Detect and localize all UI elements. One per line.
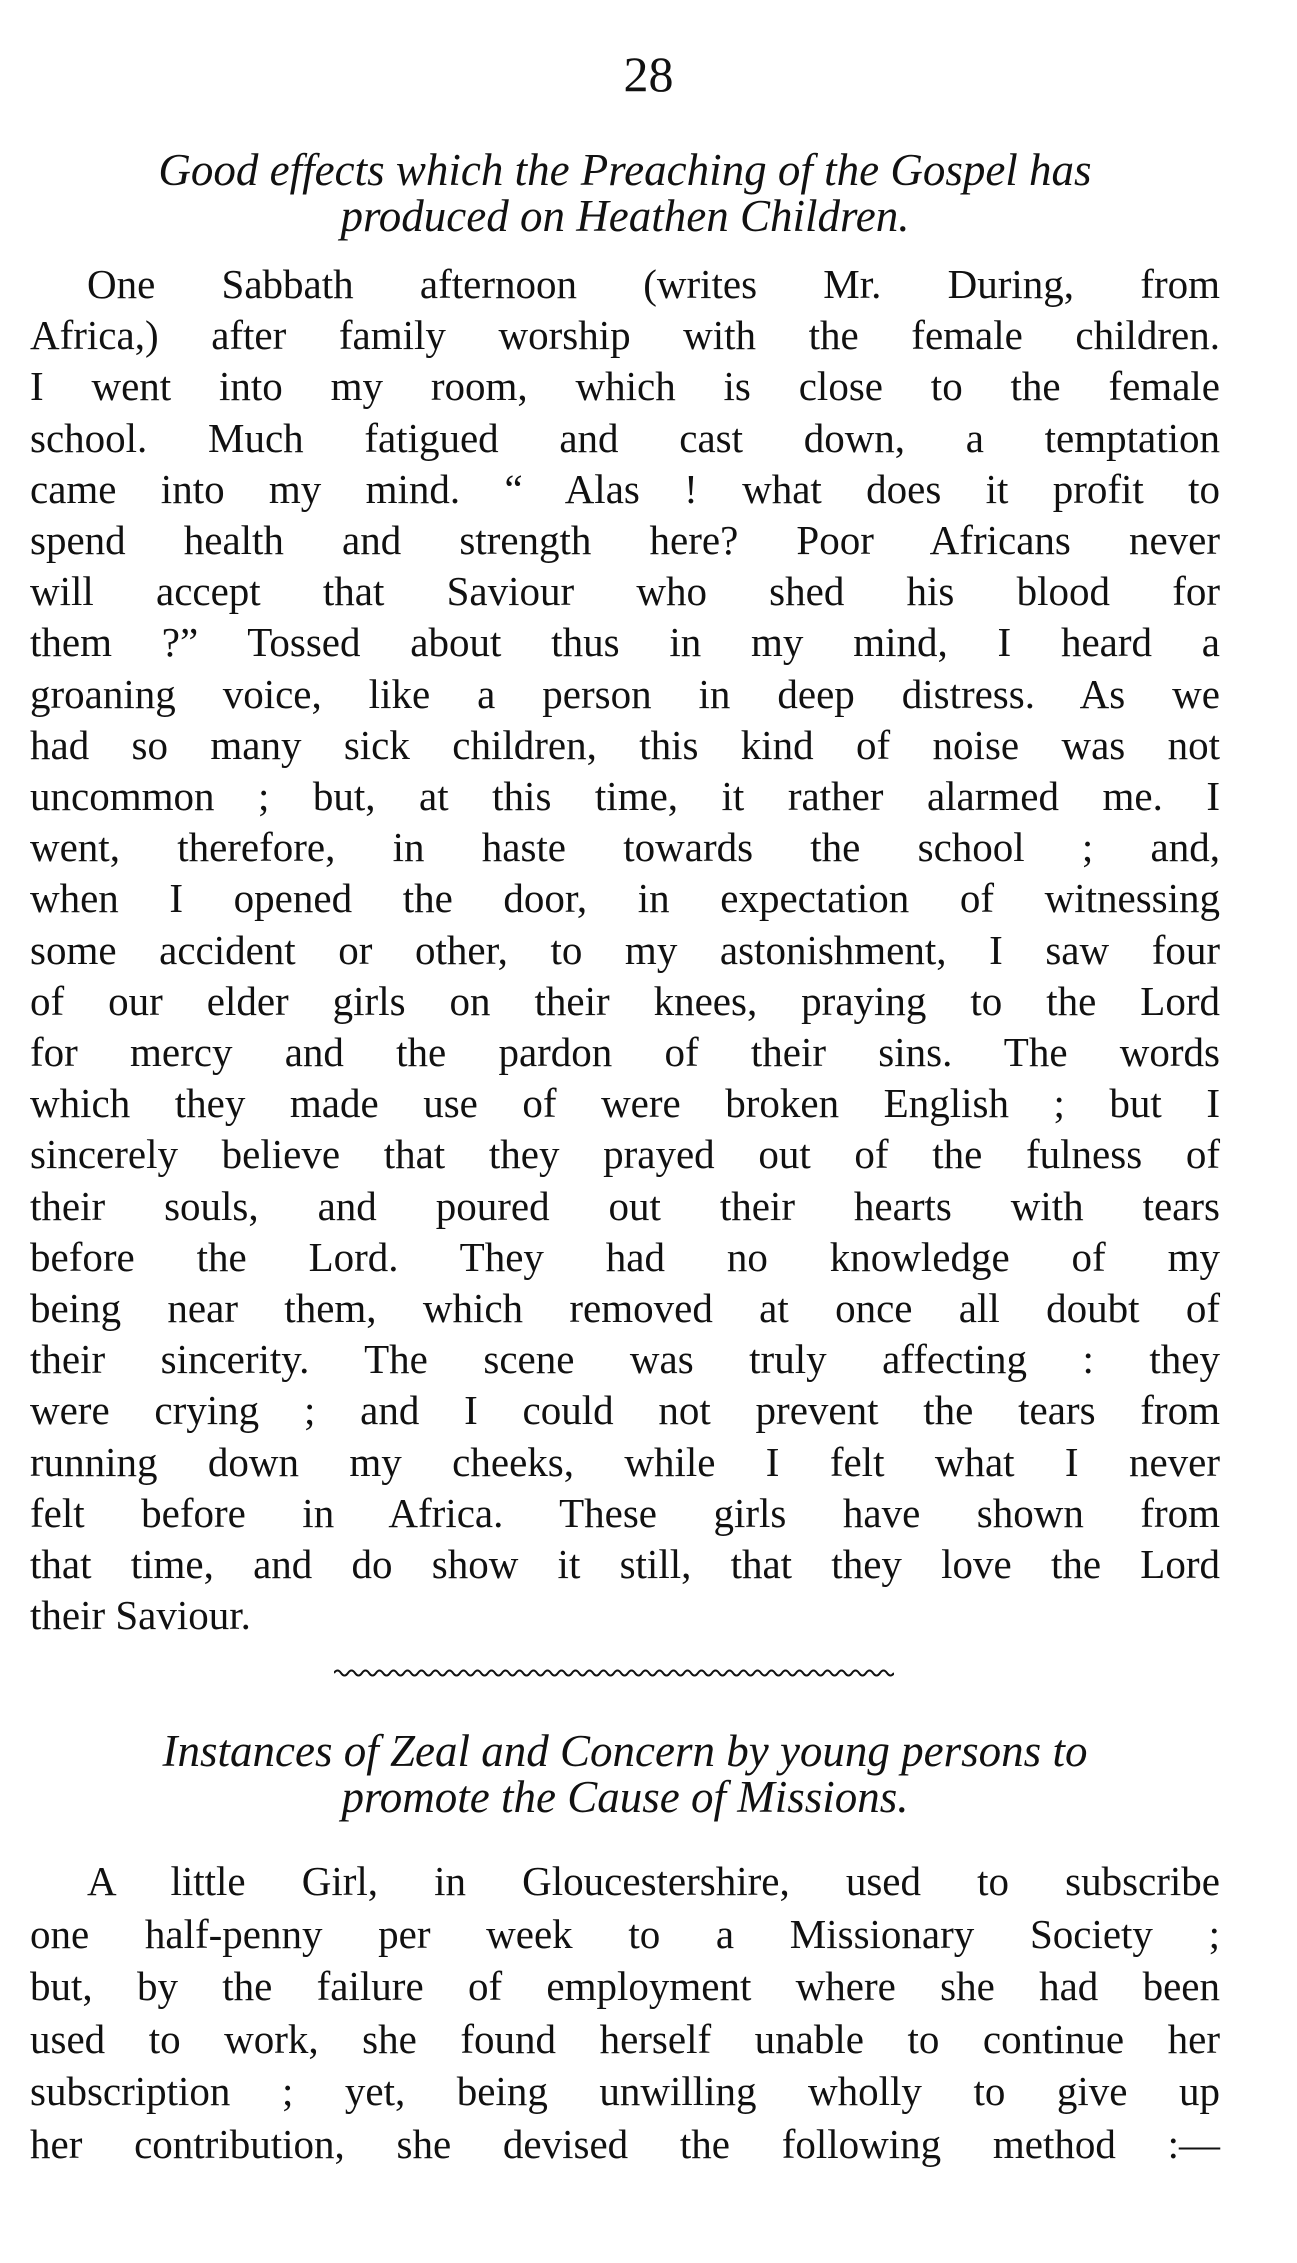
text-line: had so many sick children, this kind of noise was not: [30, 721, 1220, 768]
text-line: went, therefore, in haste towards the school ; and,: [30, 824, 1220, 871]
page-number: 28: [623, 46, 674, 102]
text-line: subscription ; yet, being unwilling wholly to give up: [30, 2068, 1220, 2114]
text-line: their souls, and poured out their hearts with tears: [30, 1182, 1220, 1229]
text-line: A little Girl, in Gloucestershire, used to subscribe: [87, 1858, 1220, 1904]
text-line: her contribution, she devised the following method :—: [30, 2120, 1220, 2167]
section-heading-instances-of-zeal: [30, 1728, 1220, 1820]
text-line: I went into my room, which is close to the female: [30, 363, 1220, 410]
text-line: which they made use of were broken English ; but I: [30, 1080, 1220, 1127]
text-line: their sincerity. The scene was truly affecting : they: [30, 1336, 1220, 1383]
text-line: some accident or other, to my astonishment, I saw four: [30, 926, 1220, 973]
text-line: when I opened the door, in expectation of witnessing: [30, 875, 1220, 922]
heading-line: promote the Cause of Missions.: [341, 1772, 909, 1822]
text-line: being near them, which removed at once all doubt of: [30, 1285, 1220, 1332]
text-line: will accept that Saviour who shed his blood for: [30, 568, 1220, 615]
text-line: groaning voice, like a person in deep distress. As we: [30, 670, 1220, 717]
text-line: came into my mind. “ Alas ! what does it profit to: [30, 465, 1220, 512]
wavy-rule-icon: [334, 1666, 894, 1680]
text-line: but, by the failure of employment where she had been: [30, 1963, 1220, 2009]
text-line: uncommon ; but, at this time, it rather alarmed me. I: [30, 773, 1220, 820]
text-line: that time, and do show it still, that they love the Lord: [30, 1541, 1220, 1588]
section-heading-good-effects: [30, 147, 1220, 239]
text-line: felt before in Africa. These girls have shown from: [30, 1489, 1220, 1536]
paragraph-little-girl: [30, 1855, 1220, 2170]
heading-line: Good effects which the Preaching of the Gospel has: [158, 145, 1092, 195]
text-line: one half-penny per week to a Missionary Society ;: [30, 1910, 1220, 1957]
text-line: running down my cheeks, while I felt what I never: [30, 1438, 1220, 1485]
paragraph-during-account: [30, 259, 1220, 1641]
text-line: were crying ; and I could not prevent the tears from: [30, 1387, 1220, 1434]
text-line: before the Lord. They had no knowledge of my: [30, 1233, 1220, 1280]
heading-line: Instances of Zeal and Concern by young persons to: [162, 1726, 1088, 1776]
heading-line: produced on Heathen Children.: [340, 191, 910, 241]
text-line: Africa,) after family worship with the female children.: [30, 312, 1220, 359]
text-line: of our elder girls on their knees, praying to the Lord: [30, 977, 1220, 1024]
text-line: them ?” Tossed about thus in my mind, I heard a: [30, 619, 1220, 666]
text-line: One Sabbath afternoon (writes Mr. During, from: [87, 261, 1220, 307]
text-line: for mercy and the pardon of their sins. The words: [30, 1029, 1220, 1076]
text-line: school. Much fatigued and cast down, a temptation: [30, 414, 1220, 461]
text-line: their Saviour.: [30, 1592, 251, 1639]
text-line: sincerely believe that they prayed out of the fulness of: [30, 1131, 1220, 1178]
text-line: used to work, she found herself unable to continue her: [30, 2015, 1220, 2062]
text-line: spend health and strength here? Poor Africans never: [30, 517, 1220, 564]
